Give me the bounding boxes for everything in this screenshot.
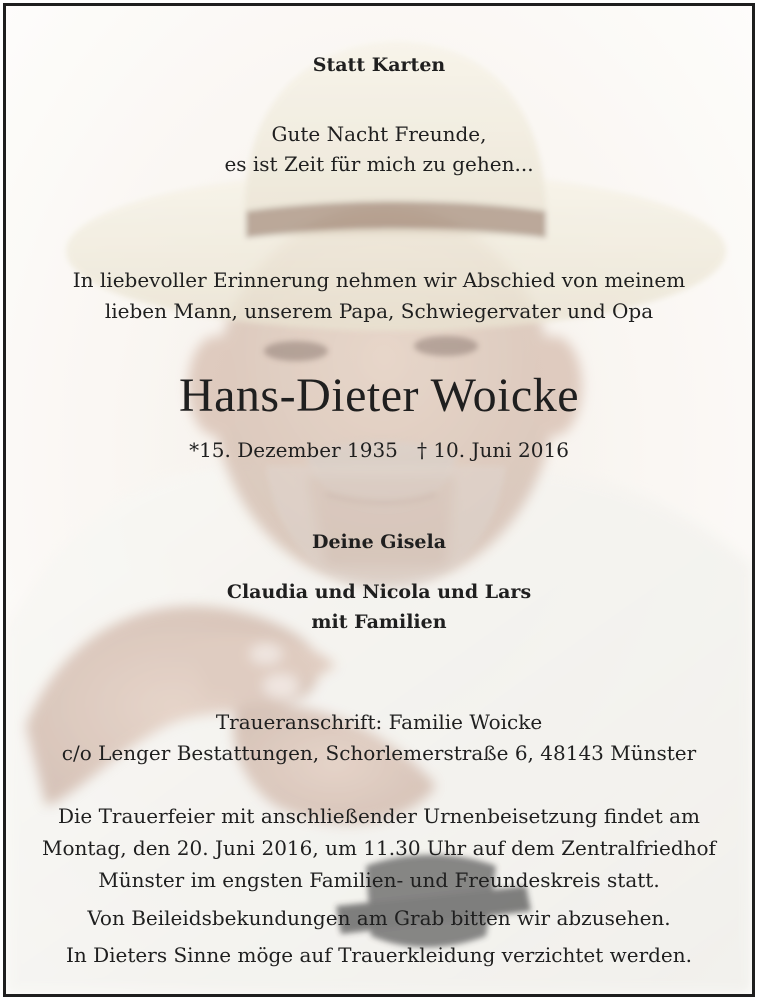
funeral-info-line: Die Trauerfeier mit anschließender Urnenbeisetzung findet am — [57, 804, 701, 828]
children-signature: Claudia und Nicola und Lars — [226, 581, 532, 603]
intro-line: lieben Mann, unserem Papa, Schwiegervater und Opa — [104, 299, 654, 323]
children-signature: mit Familien — [311, 611, 447, 633]
motto-line: Gute Nacht Freunde, — [271, 122, 487, 146]
funeral-info-line: Montag, den 20. Juni 2016, um 11.30 Uhr auf dem Zentralfriedhof — [42, 836, 716, 860]
obituary-notice — [3, 3, 755, 997]
notice-text — [6, 6, 752, 994]
mourning-address: Traueranschrift: Familie Woicke — [215, 710, 543, 734]
spouse-signature: Deine Gisela — [311, 531, 447, 553]
notice-heading: Statt Karten — [312, 54, 446, 76]
funeral-info-line: In Dieters Sinne möge auf Trauerkleidung verzichtet werden. — [65, 943, 693, 967]
funeral-info-line: Münster im engsten Familien- und Freundeskreis statt. — [98, 868, 660, 892]
life-dates: *15. Dezember 1935 † 10. Juni 2016 — [189, 438, 569, 462]
motto-line: es ist Zeit für mich zu gehen... — [224, 152, 534, 176]
deceased-name: Hans-Dieter Woicke — [178, 369, 580, 422]
funeral-info-line: Von Beileidsbekundungen am Grab bitten wir abzusehen. — [87, 906, 671, 930]
mourning-address: c/o Lenger Bestattungen, Schorlemerstraße 6, 48143 Münster — [61, 741, 697, 765]
intro-line: In liebevoller Erinnerung nehmen wir Abschied von meinem — [72, 268, 686, 292]
